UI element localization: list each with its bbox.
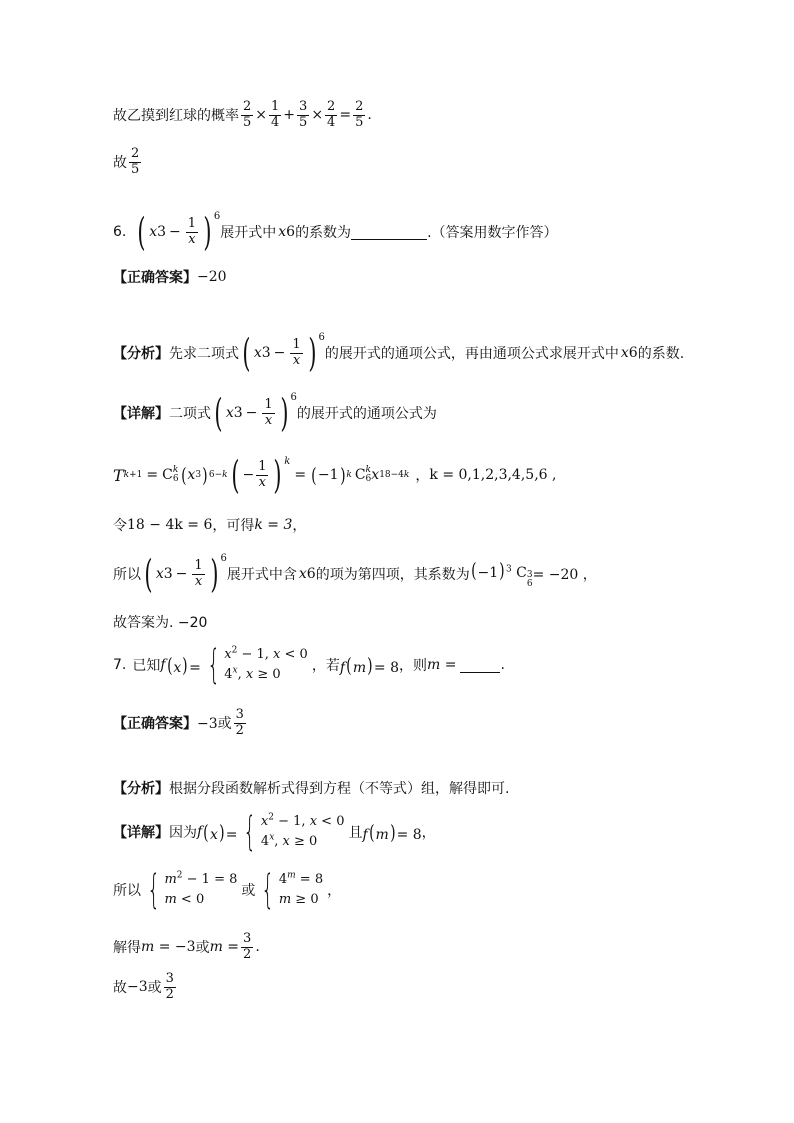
detail-6: 【详解】 二项式 ( x 3 − $\frac{1}{x}$ ) 6 的展开式的通项公式为: [113, 391, 437, 435]
answer-blank[interactable]: [351, 225, 427, 240]
fraction: $\frac{3}{5}$: [299, 99, 308, 130]
answer-6: 【正确答案】 −20: [113, 269, 227, 286]
question-7: 7. 已知 f (x)= { $x^2 - 1$, x < 0 4$^x$, x ≥ 0 ，若 f(m)= 8 ，则 m = .: [113, 642, 505, 689]
let-line: 令 18 − 4k = 6 ，可得 k = 3 ，: [113, 517, 307, 534]
fraction: $\frac{1}{4}$: [271, 99, 280, 130]
answer-blank[interactable]: [460, 658, 500, 673]
final-answer-6: 故答案为. −20: [113, 615, 208, 631]
conclusion-text: 故: [113, 155, 127, 172]
prob-text: 故乙摸到红球的概率: [113, 108, 239, 125]
fraction: $\frac{2}{4}$: [327, 99, 336, 130]
detail-7: 【详解】 因为 f (x)= { $x^2 - 1$, x < 0 4$^x$, x ≥ 0 且 f(m)= 8 ，: [113, 809, 436, 856]
conclusion-line: [113, 147, 143, 178]
general-term: T k +1 = C k 6 ( x 3 ) 6−k ( − $\frac{1}{x}$ ) k = ( −1 ) k C k 6 x 18−4k ， k = 0,1,2,3,4,5,6 ,: [113, 453, 557, 497]
solve-line: 解得 m = −3 或 m = $\frac{3}{2}$ .: [113, 931, 260, 962]
answer-7: 【正确答案】 −3或 $\frac{3}{2}$: [113, 707, 244, 738]
analysis-6: 【分析】 先求二项式 ( x 3 − $\frac{1}{x}$ ) 6 的展开式的通项公式，再由通项公式求展开式中 x 6 的系数.: [113, 331, 685, 375]
final-answer-7: 故 −3 或 $\frac{3}{2}$: [113, 971, 174, 1002]
question-6: 6. ( x 3 − $\frac{1}{x}$ ) 6 展开式中 x 6 的系数为 .（答案用数字作答）: [113, 210, 558, 254]
question-number: 6.: [113, 224, 127, 240]
fraction: $\frac{2}{5}$: [355, 99, 364, 130]
question-number: 7.: [113, 657, 127, 674]
analysis-7: 【分析】 根据分段函数解析式得到方程（不等式）组，解得即可.: [113, 781, 510, 797]
therefore-7: 所以 { $m^2 - 1 = 8$ m < 0 或 { $4^m = 8$ m ≥ 0 ，: [113, 867, 342, 914]
fraction: $\frac{2}{5}$: [131, 146, 140, 177]
fraction: $\frac{2}{5}$: [243, 99, 252, 130]
prob-line: 故乙摸到红球的概率 $\frac{2}{5}$ × $\frac{1}{4}$ + $\frac{3}{5}$ × $\frac{2}{4}$ = $\frac{2}{5}$ .: [113, 99, 372, 130]
binomial-expression: ( x 3 − $\frac{1}{x}$ ) 6: [137, 210, 221, 254]
therefore-6: 所以 ( x 3 − $\frac{1}{x}$ ) 6 展开式中含 x 6 的项为第四项，其系数为 $(-1)^3$ C 3 6 = −20 ，: [113, 552, 597, 596]
